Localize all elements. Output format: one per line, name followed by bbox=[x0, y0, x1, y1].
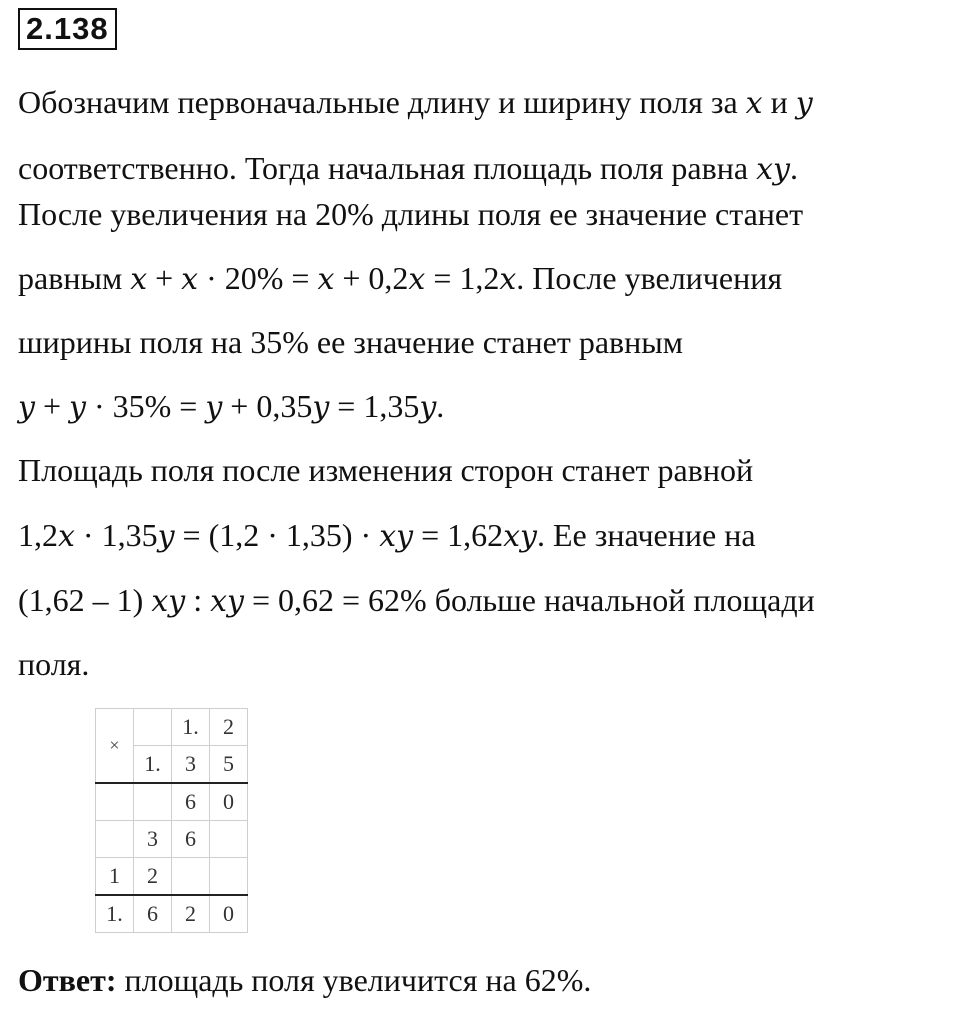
solution-line-4 bbox=[18, 258, 782, 300]
math-variable: y bbox=[795, 86, 813, 121]
solution-line-5 bbox=[18, 322, 683, 362]
solution-line-3 bbox=[18, 194, 803, 234]
digit-cell: 2 bbox=[134, 858, 172, 896]
math-variable: xy bbox=[503, 519, 537, 554]
math-variable: x bbox=[181, 262, 199, 297]
digit-cell: 2 bbox=[210, 709, 248, 746]
text-fragment: ширины поля на 35% ее значение станет равным bbox=[18, 324, 684, 360]
solution-line-10 bbox=[18, 644, 89, 684]
math-variable: y bbox=[419, 390, 437, 425]
math-variable: x bbox=[58, 519, 75, 554]
math-variable: x bbox=[317, 262, 335, 297]
digit-cell bbox=[172, 858, 210, 896]
math-variable: y bbox=[18, 390, 35, 425]
text-fragment: = 1,2 bbox=[425, 260, 500, 296]
text-fragment: + bbox=[34, 388, 69, 424]
problem-number: 2.138 bbox=[18, 8, 117, 50]
text-fragment: . bbox=[789, 150, 798, 186]
solution-line-9 bbox=[18, 580, 815, 622]
text-fragment: + 0,2 bbox=[334, 260, 409, 296]
digit-cell bbox=[210, 858, 248, 896]
text-fragment: = 1,62 bbox=[413, 517, 504, 553]
digit-cell: 6 bbox=[134, 895, 172, 933]
solution-line-2 bbox=[18, 148, 798, 190]
math-variable: xy bbox=[379, 519, 414, 554]
solution-line-6 bbox=[18, 386, 444, 428]
digit-cell: 1. bbox=[172, 709, 210, 746]
digit-cell bbox=[134, 783, 172, 821]
digit-cell: 3 bbox=[172, 746, 210, 784]
math-variable: x bbox=[130, 262, 148, 297]
text-fragment: · 20% = bbox=[198, 260, 318, 296]
digit-cell bbox=[134, 709, 172, 746]
math-variable: xy bbox=[756, 152, 790, 187]
math-variable: y bbox=[205, 390, 223, 425]
digit-cell: 2 bbox=[172, 895, 210, 933]
solution-line-8 bbox=[18, 515, 756, 557]
math-variable: y bbox=[157, 519, 175, 554]
text-fragment: После увеличения на 20% длины поля ее значение станет bbox=[18, 196, 804, 232]
text-fragment: соответственно. Тогда начальная площадь поля равна bbox=[18, 150, 757, 186]
digit-cell bbox=[210, 821, 248, 858]
digit-cell: 1. bbox=[134, 746, 172, 784]
digit-cell: 1. bbox=[96, 895, 134, 933]
math-variable: y bbox=[69, 390, 86, 425]
text-fragment: = (1,2 · 1,35) · bbox=[174, 517, 380, 553]
math-variable: x bbox=[408, 262, 426, 297]
answer-text: площадь поля увеличится на 62%. bbox=[116, 962, 592, 998]
multiplication-table bbox=[95, 708, 248, 933]
text-fragment: . После увеличения bbox=[516, 260, 783, 296]
answer-label: Ответ: bbox=[18, 962, 117, 998]
text-fragment: = 0,62 = 62% больше начальной площади bbox=[243, 582, 815, 618]
math-variable: x bbox=[745, 86, 763, 121]
text-fragment: . Ее значение на bbox=[537, 517, 756, 553]
digit-cell: 1 bbox=[96, 858, 134, 896]
digit-cell: 0 bbox=[210, 783, 248, 821]
digit-cell bbox=[96, 821, 134, 858]
digit-cell bbox=[96, 783, 134, 821]
text-fragment: . bbox=[436, 388, 445, 424]
digit-cell: 5 bbox=[210, 746, 248, 784]
digit-cell: 6 bbox=[172, 821, 210, 858]
text-fragment: = 1,35 bbox=[329, 388, 420, 424]
solution-line-1 bbox=[18, 82, 813, 124]
text-fragment: Площадь поля после изменения сторон станет равной bbox=[18, 452, 754, 488]
math-variable: y bbox=[312, 390, 330, 425]
text-fragment: и bbox=[762, 84, 796, 120]
text-fragment: равным bbox=[18, 260, 131, 296]
solution-line-7 bbox=[18, 450, 753, 490]
text-fragment: · 35% = bbox=[85, 388, 206, 424]
text-fragment: 1,2 bbox=[18, 517, 58, 553]
multiplication-sign: × bbox=[96, 709, 134, 784]
text-fragment: Обозначим первоначальные длину и ширину поля за bbox=[18, 84, 746, 120]
text-fragment: · 1,35 bbox=[74, 517, 158, 553]
text-fragment: + bbox=[147, 260, 182, 296]
answer bbox=[18, 960, 591, 1000]
digit-cell: 6 bbox=[172, 783, 210, 821]
text-fragment: поля. bbox=[18, 646, 90, 682]
text-fragment: : bbox=[185, 582, 211, 618]
text-fragment: + 0,35 bbox=[222, 388, 313, 424]
math-variable: x bbox=[499, 262, 517, 297]
digit-cell: 3 bbox=[134, 821, 172, 858]
digit-cell: 0 bbox=[210, 895, 248, 933]
text-fragment: (1,62 – 1) bbox=[18, 582, 152, 618]
math-variable: xy bbox=[210, 584, 244, 619]
math-variable: xy bbox=[151, 584, 186, 619]
